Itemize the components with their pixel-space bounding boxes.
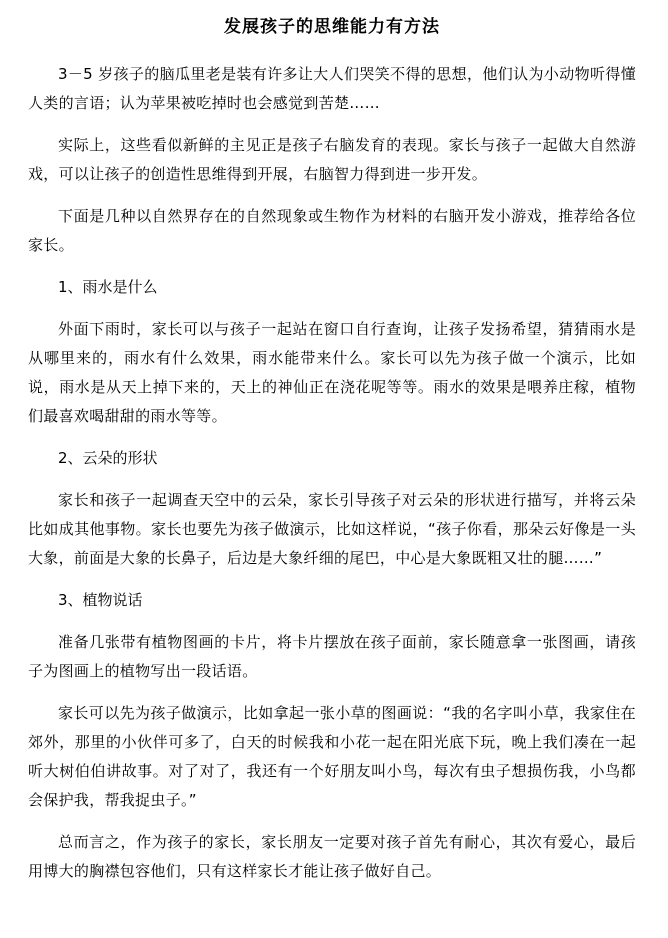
page-title: 发展孩子的思维能力有方法 <box>224 17 440 37</box>
conclusion-paragraph: 总而言之，作为孩子的家长，家长朋友一定要对孩子首先有耐心，其次有爱心，最后用博大的胸襟包容他们，只有这样家长才能让孩子做好自己。 <box>28 833 636 880</box>
section-heading-plants: 3、植物说话 <box>58 591 143 609</box>
section-rain-paragraph: 外面下雨时，家长可以与孩子一起站在窗口自行查询，让孩子发扬希望，猜猜雨水是从哪里来的，雨水有什么效果，雨水能带来什么。家长可以先为孩子做一个演示，比如说，雨水是从天上掉下来的，天上的神仙正在浇花呢等等。雨水的效果是喂养庄稼，植物们最喜欢喝甜甜的雨水等等。 <box>28 320 636 425</box>
section-clouds-paragraph: 家长和孩子一起调查天空中的云朵，家长引导孩子对云朵的形状进行描写，并将云朵比如成其他事物。家长也要先为孩子做演示，比如这样说，“孩子你看，那朵云好像是一头大象，前面是大象的长鼻子，后边是大象纤细的尾巴，中心是大象既粗又壮的腿……” <box>28 491 636 567</box>
section-plants-paragraph-1: 准备几张带有植物图画的卡片，将卡片摆放在孩子面前，家长随意拿一张图画，请孩子为图画上的植物写出一段话语。 <box>28 633 636 680</box>
section-heading-rain: 1、雨水是什么 <box>58 278 158 296</box>
intro-paragraph-1: 3－5 岁孩子的脑瓜里老是装有许多让大人们哭笑不得的思想，他们认为小动物听得懂人类的言语；认为苹果被吃掉时也会感觉到苦楚…… <box>28 65 636 112</box>
section-heading-clouds: 2、云朵的形状 <box>58 449 158 467</box>
intro-paragraph-2: 实际上，这些看似新鲜的主见正是孩子右脑发育的表现。家长与孩子一起做大自然游戏，可以让孩子的创造性思维得到开展，右脑智力得到进一步开发。 <box>28 136 636 183</box>
section-plants-paragraph-2: 家长可以先为孩子做演示，比如拿起一张小草的图画说：“我的名字叫小草，我家住在郊外，那里的小伙伴可多了，白天的时候我和小花一起在阳光底下玩，晚上我们凑在一起听大树伯伯讲故事。对了对了，我还有一个好朋友叫小鸟，每次有虫子想损伤我，小鸟都会保护我，帮我捉虫子。” <box>28 704 636 809</box>
intro-paragraph-3: 下面是几种以自然界存在的自然现象或生物作为材料的右脑开发小游戏，推荐给各位家长。 <box>28 207 636 254</box>
